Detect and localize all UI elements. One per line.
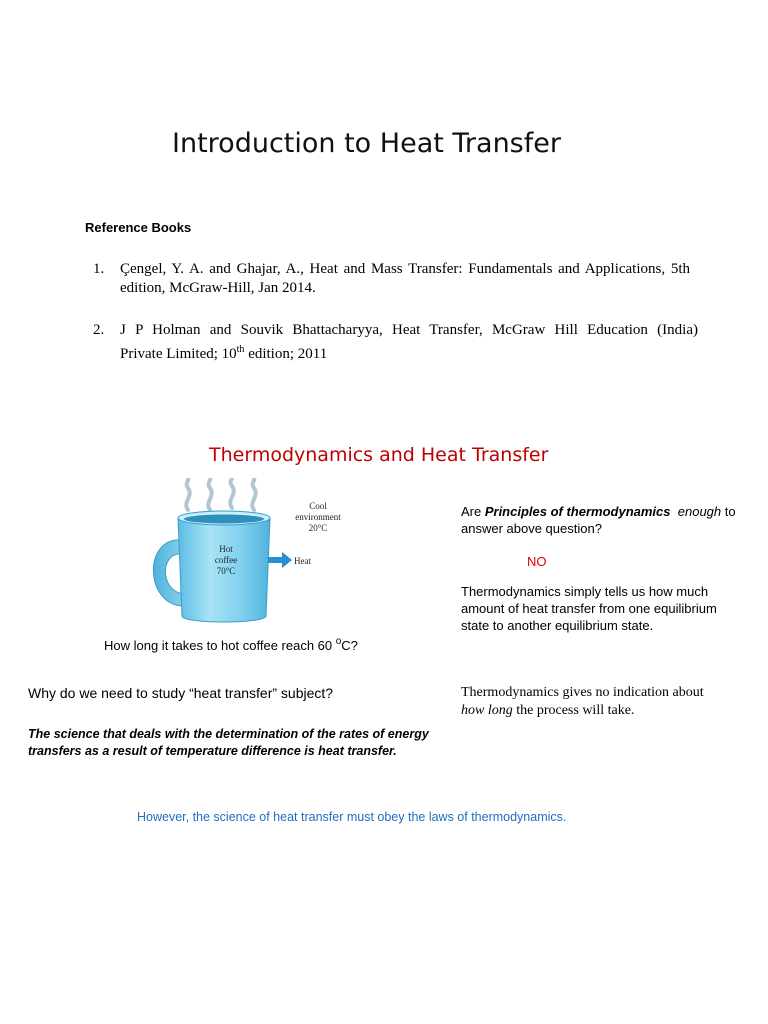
env-label-2: environment	[295, 512, 341, 522]
steam-icon	[186, 478, 255, 510]
question-end: to answer above question?	[461, 504, 736, 536]
reference-line-1: J P Holman and Souvik Bhattacharyya, Heat Transfer, McGraw Hill Education (India)	[120, 322, 698, 338]
thermo-paragraph: Thermodynamics simply tells us how much amount of heat transfer from one equilibrium state to another equilibrium state.	[461, 584, 717, 633]
env-label-1: Cool	[309, 501, 327, 511]
thermo-note-end: the process will take.	[512, 703, 635, 718]
however-note: However, the science of heat transfer must obey the laws of thermodynamics.	[137, 810, 567, 824]
coffee-label: coffee	[214, 555, 238, 565]
references-heading: Reference Books	[85, 220, 192, 235]
reference-number: 1.	[93, 261, 105, 277]
hot-label: Hot	[219, 544, 233, 554]
heat-arrow-icon	[268, 552, 292, 568]
question-text	[461, 503, 741, 537]
reference-line-2-end: edition; 2011	[244, 346, 328, 362]
thermo-note-italic: how long	[461, 703, 513, 718]
caption-unit: C?	[341, 638, 358, 653]
question-emphasis: Principles of thermodynamics	[484, 504, 671, 519]
question-gap	[671, 504, 678, 519]
thermo-note	[461, 684, 751, 720]
section-title: Thermodynamics and Heat Transfer	[209, 444, 549, 466]
why-question: Why do we need to study “heat transfer” subject?	[28, 685, 334, 701]
reference-text: Çengel, Y. A. and Ghajar, A., Heat and Mass Transfer: Fundamentals and Applications, 5th edition, McGraw-Hill, Jan 2014.	[120, 261, 690, 296]
caption-text: How long it takes to hot coffee reach 60	[104, 638, 336, 653]
thermo-note-line-1: Thermodynamics gives no indication about	[461, 685, 704, 700]
answer-no: NO	[527, 554, 547, 569]
reference-item	[93, 260, 693, 300]
env-temperature: 20°C	[308, 523, 328, 533]
coffee-mug-figure	[148, 478, 388, 628]
heat-label: Heat	[294, 556, 311, 566]
question-start: Are	[461, 504, 485, 519]
reference-item	[93, 321, 703, 361]
reference-superscript: th	[236, 344, 245, 355]
coffee-temperature: 70°C	[216, 566, 236, 576]
heat-transfer-definition: The science that deals with the determination of the rates of energy transfers as a result of temperature difference is heat transfer.	[28, 727, 429, 758]
reference-number: 2.	[93, 322, 105, 338]
reference-text	[120, 321, 698, 364]
page-title: Introduction to Heat Transfer	[172, 128, 561, 159]
figure-caption	[104, 636, 358, 653]
reference-line-2-start: Private Limited; 10	[120, 346, 237, 362]
caption-degree: o	[335, 636, 342, 647]
question-italic: enough	[677, 504, 722, 519]
